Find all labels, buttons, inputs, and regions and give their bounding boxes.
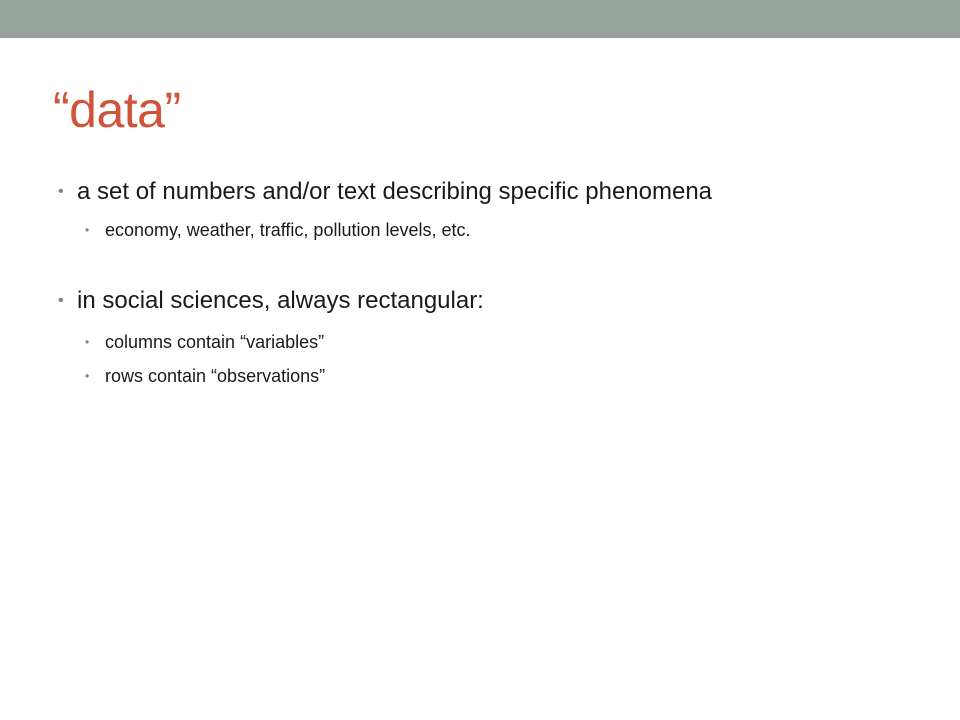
subbullet-text: rows contain “observations” bbox=[105, 366, 326, 386]
subbullet-item bbox=[85, 330, 778, 354]
subbullet-item bbox=[85, 218, 778, 242]
bullet-dot-icon: • bbox=[58, 292, 64, 309]
bullet-dot-icon: • bbox=[85, 335, 90, 349]
slide-body bbox=[58, 176, 778, 388]
subbullet-text: economy, weather, traffic, pollution levels, etc. bbox=[105, 220, 471, 240]
subbullet-text: columns contain “variables” bbox=[105, 332, 325, 352]
bullet-text: a set of numbers and/or text describing specific phenomena bbox=[77, 178, 713, 205]
bullet-dot-icon: • bbox=[58, 183, 64, 200]
slide-title: “data” bbox=[53, 82, 181, 138]
bullet-dot-icon: • bbox=[85, 223, 90, 237]
bullet-dot-icon: • bbox=[85, 369, 90, 383]
top-accent-bar bbox=[0, 0, 960, 38]
bullet-item bbox=[58, 285, 778, 317]
subbullet-item bbox=[85, 364, 778, 388]
bullet-item bbox=[58, 176, 778, 208]
bullet-text: in social sciences, always rectangular: bbox=[77, 287, 484, 314]
